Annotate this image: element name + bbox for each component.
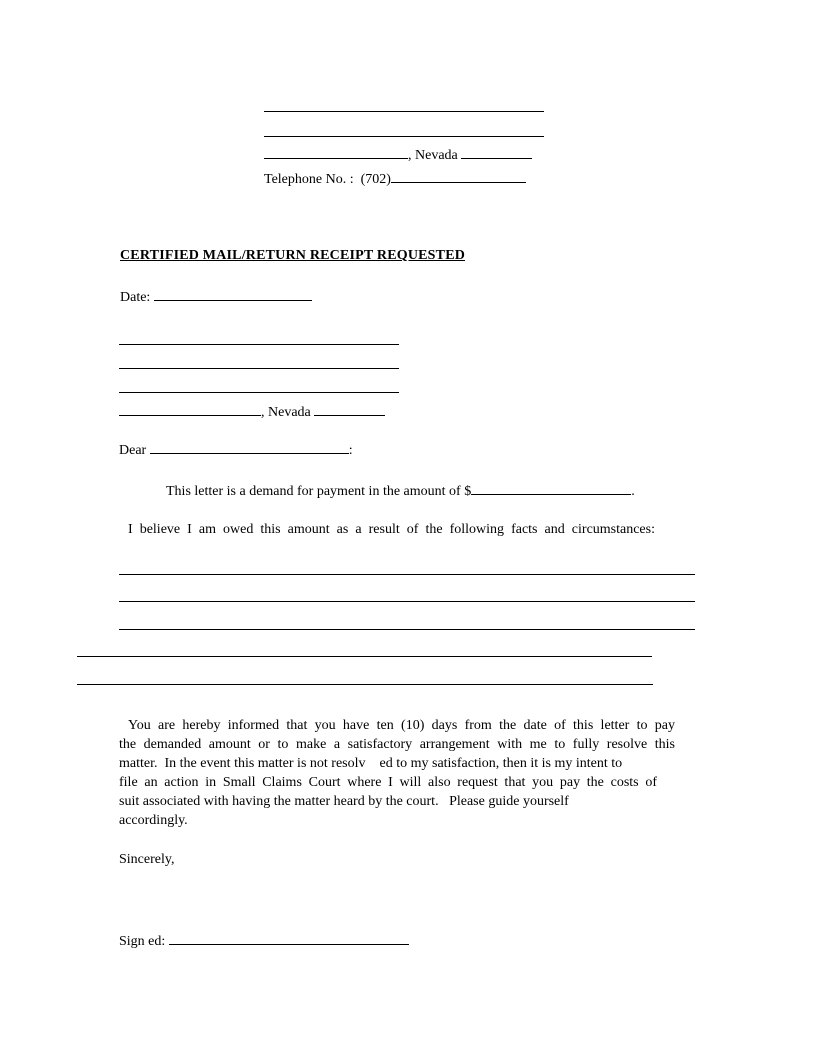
telephone-label: Telephone No. : (702) [264,172,391,187]
signature-blank[interactable] [169,932,409,945]
salutation-label: Dear [119,443,150,458]
sender-zip-blank[interactable] [461,146,532,159]
facts-line-2[interactable] [119,601,695,602]
signature-label: Sign ed: [119,934,169,949]
recipient-address-line-2[interactable] [119,368,399,369]
facts-line-1[interactable] [119,574,695,575]
sender-city-state-zip [264,146,532,164]
closing: Sincerely, [119,852,175,867]
facts-line-4[interactable] [77,656,652,657]
sender-address-line-1[interactable] [264,111,544,112]
salutation [119,441,353,459]
date-field [120,288,312,306]
demand-text: This letter is a demand for payment in the amount of $ [166,484,472,499]
recipient-city-state-zip [119,403,385,421]
notice-line-5: suit associated with having the matter heard by the court. Please guide yourself [119,794,569,809]
notice-line-1: You are hereby informed that you have ten (10) days from the date of this letter to pay [128,718,675,733]
notice-line-2: the demanded amount or to make a satisfactory arrangement with me to fully resolve this [119,737,675,752]
recipient-name-blank[interactable] [150,441,349,454]
date-label: Date: [120,290,154,305]
sender-state-label: , Nevada [408,148,462,163]
facts-line-5[interactable] [77,684,653,685]
facts-line-3[interactable] [119,629,695,630]
certified-mail-heading: CERTIFIED MAIL/RETURN RECEIPT REQUESTED [120,248,466,263]
date-blank[interactable] [154,288,312,301]
salutation-colon: : [348,443,353,458]
recipient-address-line-3[interactable] [119,392,399,393]
owed-statement: I believe I am owed this amount as a result of the following facts and circumstances: [128,522,655,537]
telephone-blank[interactable] [391,170,526,183]
sender-city-blank[interactable] [264,146,408,159]
sender-address-line-2[interactable] [264,136,544,137]
demand-period: . [631,484,635,499]
recipient-zip-blank[interactable] [314,403,385,416]
signature-field [119,932,409,950]
notice-line-3: matter. In the event this matter is not resolv ed to my satisfaction, then it is my intent to [119,756,623,771]
demand-statement [166,482,635,500]
recipient-state-label: , Nevada [261,405,315,420]
notice-paragraph [119,716,675,830]
recipient-address-line-1[interactable] [119,344,399,345]
amount-blank[interactable] [471,482,631,495]
recipient-city-blank[interactable] [119,403,261,416]
notice-line-6: accordingly. [119,813,188,828]
sender-telephone [264,170,526,188]
notice-line-4: file an action in Small Claims Court where I will also request that you pay the costs of [119,775,657,790]
